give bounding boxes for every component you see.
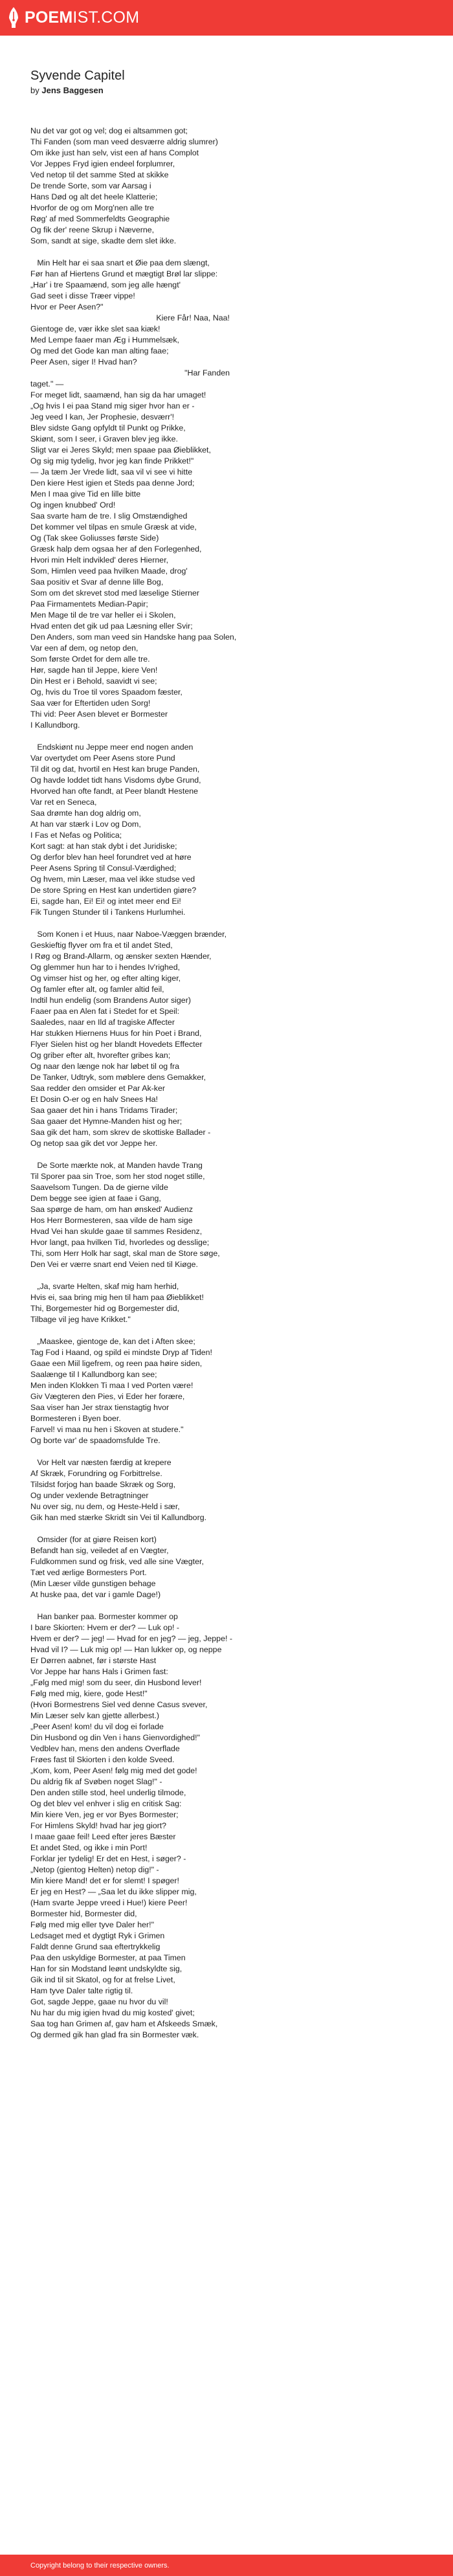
poem-line: Kiere Får! Naa, Naa! [156,313,230,322]
poem-line: Faldt denne Grund saa eftertrykkelig [30,1942,160,1951]
poem-line: Geskieftig flyver om fra et til andet Sted, [30,941,173,950]
poem-line: Din Hest er i Behold, saavidt vi see; [30,677,157,686]
poem-line: Den anden stille stod, heel underlig tilmode, [30,1788,186,1797]
poem-line: Hvad enten det gik ud paa Læsning eller Svir; [30,622,193,631]
poem-line: Tag Fod i Haand, og spild ei mindste Dryp af Tiden! [30,1348,213,1357]
poem-line: Og naar den længe nok har løbet til og fra [30,1062,180,1071]
poem-line: Tilsidst forjog han baade Skræk og Sorg, [30,1480,176,1489]
poem-line: De Sorte mærkte nok, at Manden havde Trang [30,1161,203,1170]
poem-line: Saa gaaer det Hymne-Manden hist og her; [30,1117,182,1126]
poem-line: Jeg veed I kan, Jer Prophesie, desværr'! [30,412,175,421]
poem-line: Faaer paa en Alen fat i Stedet for et Speil: [30,1007,180,1016]
poem-line: Var een af dem, og netop den, [30,644,138,653]
poem-line: Hvem er der? — jeg! — Hvad for en jeg? — jeg, Jeppe! - [30,1634,232,1643]
poem-line: De store Spring en Hest kan undertiden giøre? [30,886,197,895]
poem-line: Saa drømte han dog aldrig om, [30,809,141,818]
poem-line: Og glemmer hun har to i hendes Iv'righed, [30,963,181,972]
poem-line: Et andet Sted, og ikke i min Port! [30,1843,148,1852]
poem-line: Og det blev vel enhver i slig en critisk Sag: [30,1799,182,1808]
poem-line: Og hvem, min Læser, maa vel ikke studse ved [30,875,195,884]
poem-line: Saaledes, naar en Ild af tragiske Affecter [30,1018,175,1027]
poem-line: Thi, som Herr Holk har sagt, skal man de Store søge, [30,1249,220,1258]
poem-line: Hvorved han ofte fandt, at Peer blandt Hestene [30,787,198,796]
poem-line: „Maaskee, gientoge de, kan det i Aften skee; [30,1337,195,1346]
poem-line: „Ja, svarte Helten, skaf mig ham herhid, [30,1282,179,1291]
poem-line: Tæt ved ærlige Bormesters Port. [30,1568,147,1577]
byline [30,85,425,96]
poem-stanza [30,929,425,1149]
poem-line: Farvel! vi maa nu hen i Skoven at studere." [30,1425,184,1434]
poem-line: Følg med mig eller tyve Daler her!" [30,1920,155,1929]
poem-line: Peer Asens Spring til Consul-Værdighed; [30,864,177,873]
byline-prefix: by [30,85,39,95]
poem-line: Før han af Hiertens Grund et mægtigt Brøl lar slippe: [30,269,218,278]
poem-stanza [30,1281,425,1325]
poem-line: Og under vexlende Betragtninger [30,1491,149,1500]
poem-line: „Peer Asen! kom! du vil dog ei forlade [30,1722,164,1731]
site-header [0,0,453,36]
poem-line: Bormester hid, Bormester did, [30,1909,137,1918]
poem-line: Som første Ordet for dem alle tre. [30,655,150,664]
poem-line: Og fik der' reene Skrup i Næverne, [30,225,155,234]
poem-line: Er jeg en Hest? — „Saa let du ikke slipper mig, [30,1887,197,1896]
poem-line: Og havde loddet tidt hans Visdoms dybe Grund, [30,776,201,785]
poem-line: Min Læser selv kan gjette allerbest.) [30,1711,160,1720]
poem-line: Med Lempe faaer man Æg i Hummelsæk, [30,335,180,344]
poem-line: Og sig mig tydelig, hvor jeg kan finde Prikket!" [30,456,194,465]
poem-line: Fuldkommen sund og frisk, ved alle sine Vægter, [30,1557,204,1566]
poem-line: Det kommer vel tilpas en smule Græsk at vide, [30,522,197,532]
poem-line: Fik Tungen Stunder til i Tankens Hurlumhei. [30,908,186,917]
poem-line: Thi, Borgemester hid og Borgemester did, [30,1304,180,1313]
poem-line: Befandt han sig, veiledet af en Vægter, [30,1546,169,1555]
copyright-text: Copyright belong to their respective owners. [30,2562,170,2570]
poem-line: Thi Fanden (som man veed desværre aldrig slumrer) [30,137,218,146]
poem-line: Røg' af med Sommerfeldts Geographie [30,214,170,223]
poem-line: Var overtydet om Peer Asens store Pund [30,754,175,763]
poem-line: Indtil hun endelig (som Brandens Autor siger) [30,996,191,1005]
poem-line: Han banker paa. Bormester kommer op [30,1612,178,1621]
poem-line: Saa svarte ham de tre. I slig Omstændighed [30,511,188,521]
poem-line: De trende Sorte, som var Aarsag i [30,181,151,190]
poem-line: Saa gik det ham, som skrev de skottiske Ballader - [30,1128,211,1137]
poem-line: Hvis ei, saa bring mig hen til ham paa Øieblikket! [30,1293,204,1302]
poem-line: Og borte var' de spaadomsfulde Tre. [30,1436,160,1445]
poem-title: Syvende Capitel [30,69,125,83]
poem-line: For Himlens Skyld! hvad har jeg giort? [30,1821,167,1830]
poem-stanza [30,1336,425,1446]
poem-line: Saa viser han Jer strax tienstagtig hvor [30,1403,170,1412]
poem-line: Har stukken Hiernens Huus for hin Poet i Brand, [30,1029,202,1038]
poem-line: I Fas et Nefas og Politica; [30,831,122,840]
poem-line: Og derfor blev han heel forundret ved at høre [30,853,192,862]
poem-line: Er Dørren aabnet, før i største Hast [30,1656,157,1665]
poem-line: Hør, sagde han til Jeppe, kiere Ven! [30,666,158,675]
poem-line: (Min Læser vilde gunstigen behage [30,1579,156,1588]
poem-line: Got, sagde Jeppe, gaae nu hvor du vil! [30,1997,168,2006]
poem-line: Som, Himlen veed paa hvilken Maade, drog' [30,566,188,576]
poem-line: I bare Skiorten: Hvem er der? — Luk op! - [30,1623,180,1632]
poem-line: Hvad vil I? — Luk mig op! — Han lukker op, og neppe [30,1645,222,1654]
poem-line: De Tanker, Udtryk, som møblere dens Gemakker, [30,1073,206,1082]
poem-line: Vor Helt var næsten færdig at krepere [30,1458,171,1467]
poem-line: Gik han med stærke Skridt sin Vei til Kallundborg. [30,1513,207,1522]
poem-line: Hans Død og alt det heele Klatterie; [30,192,158,201]
site-footer [0,2555,453,2576]
poem-line: I Røg og Brand-Allarm, og ænsker sexten Hænder, [30,952,212,961]
poem-line: Hvor langt, paa hvilken Tid, hvorledes og desslige; [30,1238,210,1247]
poem-line: Gik ind til sit Skatol, og for at frelse Livet, [30,1975,175,1984]
poem-line: „Netop (gientog Helten) netop dig!" - [30,1865,159,1874]
poem-line: Og famler efter alt, og famler altid feil, [30,985,164,994]
poem-line: "Har Fanden [184,368,230,377]
poem-line: Omsider (for at giøre Reisen kort) [30,1535,157,1544]
poem-line: Ledsaget med et dygtigt Ryk i Grimen [30,1931,165,1940]
poem-line: Men inden Klokken Ti maa I ved Porten være! [30,1381,193,1390]
poem-line: Blev sidste Gang opfyldt til Punkt og Prikke, [30,423,186,432]
poem-line: Saa positiv et Svar af denne lille Bog, [30,577,164,587]
poem-line: Den kiere Hest igien et Steds paa denne Jord; [30,478,195,487]
poem-line: Giv Vægteren den Pies, vi Eder her forære, [30,1392,185,1401]
poem-stanza [30,1160,425,1270]
poem-line: Frøes fast til Skiorten i den kolde Sveed. [30,1755,175,1764]
poem-line: Peer Asen, siger I! Hvad han? [30,357,137,366]
poem-line: Hvorfor de og om Morg'nen alle tre [30,203,155,212]
poem-line: Bormesteren i Byen boer. [30,1414,121,1423]
poem-line: Dem begge see igien at faae i Gang, [30,1194,161,1203]
poem-line: Som, sandt at sige, skadte dem slet ikke. [30,236,177,245]
poem-line: Flyer Sielen hist og her blandt Hovedets Effecter [30,1040,203,1049]
poem-line: Til dit og dat, hvortil en Hest kan bruge Panden, [30,765,200,774]
poem-line: Ved netop til det samme Sted at skikke [30,170,169,179]
poem-line: At huske paa, det var i gamle Dage!) [30,1590,161,1599]
poem-line: Sligt var ei Jeres Skyld; men spaae paa Øieblikket, [30,445,211,454]
poem-line: Saa vær for Eftertiden uden Sorg! [30,699,151,708]
poem-line: Følg med mig, kiere, gode Hest!" [30,1689,148,1698]
poem-line: Nu det var got og vel; dog ei altsammen got; [30,126,188,135]
poem-line: Min kiere Ven, jeg er vor Byes Bormester; [30,1810,179,1819]
poem-line: Men I maa give Tid en lille bitte [30,489,141,498]
poem-line: Af Skræk, Forundring og Forbittrelse. [30,1469,162,1478]
poem-line: Forklar jer tydelig! Er det en Hest, i søger? - [30,1854,186,1863]
poem-line: Saavelsom Tungen. Da de gierne vilde [30,1183,168,1192]
poem-line: Den Anders, som man veed sin Handske hang paa Solen, [30,633,237,642]
poem-line: At han var stærk i Lov og Dom, [30,820,141,829]
poem-line: I Kallundborg. [30,721,80,730]
poem-line: Ham tyve Daler talte rigtig til. [30,1986,133,1995]
poem-line: Græsk halp dem ogsaa her af den Forlegenhed, [30,544,202,554]
poem-line: Nu over sig, nu dem, og Heste-Held i sær, [30,1502,180,1511]
poem-line: Og netop saa gik det vor Jeppe her. [30,1139,158,1148]
poem-line: Kort sagt: at han stak dybt i det Juridiske; [30,842,177,851]
poem-line: Vedblev han, mens den andens Overflade [30,1744,180,1753]
poem-content [30,68,425,2052]
poem-line: Saalænge til I Kallundborg kan see; [30,1370,157,1379]
poem-line: taget." — [30,379,64,388]
poem-line: Og med det Gode kan man alting faae; [30,346,169,355]
poem-line: Var ret en Seneca, [30,798,97,807]
poem-line: Gientoge de, vær ikke slet saa kiæk! [30,324,160,333]
poem-line: „Kom, kom, Peer Asen! følg mig med det gode! [30,1766,197,1775]
poem-line: For meget lidt, saamænd, han sig da har umaget! [30,390,206,399]
poem-line: Min Helt har ei saa snart et Øie paa dem slængt, [30,258,210,267]
site-logo-link[interactable]: POEMIST.COM [25,8,140,27]
poem-line: (Ham svarte Jeppe vreed i Hue!) kiere Peer! [30,1898,188,1907]
poem-line: Hvor er Peer Asen?" [30,302,104,311]
poem-line: Som Konen i et Huus, naar Naboe-Væggen brænder, [30,930,227,939]
poem-line: Hvori min Helt indvikled' deres Hierner, [30,555,169,565]
poem-line: Gad seet i disse Træer vippe! [30,291,135,300]
poem-line: Et Dosin O-er og en halv Snees Ha! [30,1095,158,1104]
poem-line: Den Vei er værre snart end Veien ned til Kiøge. [30,1260,198,1269]
poem-line: Og vimser hist og her, og efter alting kiger, [30,974,181,983]
poem-line: — Ja tæm Jer Vrede lidt, saa vil vi see vi hitte [30,467,193,476]
poem-line: Og griber efter alt, hvorefter gribes kan; [30,1051,171,1060]
poem-line: „Og hvis I ei paa Stand mig siger hvor han er - [30,401,195,410]
poem-line: Nu har du mig igien hvad du mig kosted' givet; [30,2008,195,2017]
poem-line: Hos Herr Bormesteren, saa vilde de ham sige [30,1216,193,1225]
poem-line: Saa tog han Grimen af, gav ham et Afskeeds Smæk, [30,2019,218,2028]
poem-line: Vor Jeppe har hans Hals i Grimen fast: [30,1667,168,1676]
poem-line: Og dermed gik han glad fra sin Bormester væk. [30,2030,199,2039]
poem-line: Han for sin Modstand leønt undskyldte sig, [30,1964,182,1973]
poem-line: Som om det skrevet stod med læselige Stierner [30,588,200,598]
poem-line: Saa redder den omsider et Par Ak-ker [30,1084,165,1093]
poem-line: Hvad Vei han skulde gaae til sammes Residenz, [30,1227,203,1236]
poem-line: Vor Jeppes Fryd igien endeel forplumrer, [30,159,175,168]
poem-body [30,126,425,2041]
poem-line: Om ikke just han selv, vist een af hans Complot [30,148,199,157]
poem-line: Paa den uskyldige Bormester, at paa Timen [30,1953,186,1962]
poem-line: Thi vid: Peer Asen blevet er Bormester [30,710,168,719]
author-name[interactable]: Jens Baggesen [41,85,104,95]
poem-stanza [30,1534,425,1600]
poem-line: (Hvori Bormestrens Siel ved denne Casus svever, [30,1700,208,1709]
poem-line: Tilbage vil jeg have Krikket." [30,1315,131,1324]
poem-line: Og ingen knubbed' Ord! [30,500,116,510]
poem-line: Saa gaaer det hin i hans Tridams Tirader; [30,1106,178,1115]
poem-line: Og, hvis du Troe til vores Spaadom fæster, [30,688,182,697]
poem-line: Endskiønt nu Jeppe meer end nogen anden [30,743,193,752]
poem-stanza [30,1611,425,2041]
poem-line: Gaae een Miil ligefrem, og reen paa høire siden, [30,1359,203,1368]
poem-line: Paa Firmamentets Median-Papir; [30,599,148,609]
poem-stanza [30,1457,425,1523]
poem-stanza [30,126,425,247]
poem-line: Og (Tak skee Goliusses første Side) [30,533,159,543]
poem-line: Din Husbond og din Ven i hans Gienvordighed!" [30,1733,201,1742]
poem-line: Min kiere Mand! det er for slemt! I spøger! [30,1876,179,1885]
poem-line: Til Sporer paa sin Troe, som her stod noget stille, [30,1172,205,1181]
poem-line: Ei, sagde han, Ei! Ei! og intet meer end Ei! [30,897,181,906]
poem-line: Du aldrig fik af Svøben noget Slag!" - [30,1777,162,1786]
pen-nib-icon[interactable] [8,6,19,28]
poem-line: I maae gaae feil! Leed efter jeres Bæster [30,1832,176,1841]
poem-line: Skiønt, som I seer, i Graven blev jeg ikke. [30,434,178,443]
poem-line: Men Mage til de tre var heller ei i Skolen, [30,610,176,620]
poem-stanza [30,258,425,731]
poem-stanza [30,742,425,918]
poem-line: Saa spørge de ham, om han ønsked' Audienz [30,1205,193,1214]
poem-line: „Følg med mig! som du seer, din Husbond lever! [30,1678,202,1687]
poem-line: „Har' i tre Spaamænd, som jeg alle hængt' [30,280,181,289]
